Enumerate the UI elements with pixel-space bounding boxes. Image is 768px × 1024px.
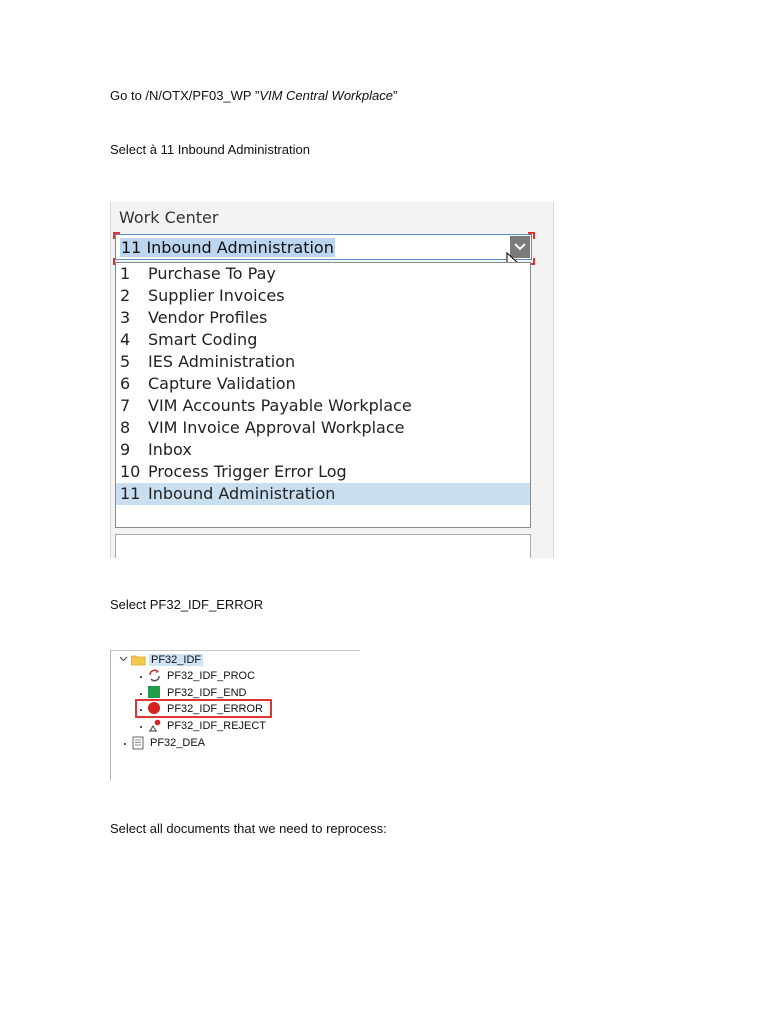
item-label: IES Administration <box>148 352 296 371</box>
work-center-screenshot <box>110 202 554 558</box>
item-label: Capture Validation <box>148 374 296 393</box>
instruction-step1 <box>110 88 397 103</box>
tree-node-proc[interactable] <box>167 669 255 683</box>
list-item[interactable] <box>116 461 530 483</box>
item-label: Inbound Administration <box>148 484 336 503</box>
tree-node-reject[interactable] <box>167 719 266 733</box>
step1-italic: VIM Central Workplace <box>259 88 393 103</box>
screenshot-edge-left <box>110 202 111 558</box>
item-number: 6 <box>120 374 131 393</box>
work-center-combobox[interactable] <box>115 234 532 260</box>
item-label: Process Trigger Error Log <box>148 462 347 481</box>
focus-marker <box>113 232 120 239</box>
tree-bullet <box>140 726 142 728</box>
item-number: 1 <box>120 264 131 283</box>
tree-node-end[interactable] <box>167 686 246 700</box>
tree-bullet <box>140 676 142 678</box>
work-center-dropdown-list <box>115 262 531 528</box>
step1-suffix: ” <box>392 88 398 103</box>
process-cycle-icon <box>148 669 161 682</box>
work-center-lower-field <box>115 534 531 558</box>
tree-bullet <box>140 693 142 695</box>
list-item[interactable] <box>116 285 530 307</box>
item-number: 2 <box>120 286 131 305</box>
tree-bullet <box>124 743 126 745</box>
item-number: 11 <box>120 484 141 503</box>
list-item[interactable] <box>116 373 530 395</box>
screenshot-edge-left <box>110 650 111 781</box>
list-item[interactable] <box>116 439 530 461</box>
list-item[interactable] <box>116 417 530 439</box>
item-label: Smart Coding <box>148 330 258 349</box>
item-label: Vendor Profiles <box>148 308 268 327</box>
instruction-step4: Select all documents that we need to reprocess: <box>110 821 387 836</box>
item-number: 9 <box>120 440 131 459</box>
item-number: 3 <box>120 308 131 327</box>
item-number: 10 <box>120 462 141 481</box>
document-icon <box>132 736 144 750</box>
list-item[interactable] <box>116 307 530 329</box>
list-item[interactable] <box>116 263 530 285</box>
item-label: VIM Invoice Approval Workplace <box>148 418 405 437</box>
tree-node-root[interactable] <box>149 653 203 667</box>
list-item[interactable] <box>116 351 530 373</box>
tree-node-label: PF32_IDF_END <box>167 687 247 699</box>
list-item[interactable] <box>116 395 530 417</box>
green-square-icon <box>148 686 160 698</box>
tree-node-label: PF32_IDF <box>151 654 202 666</box>
reject-person-icon <box>148 719 162 732</box>
error-node-highlight <box>135 699 272 718</box>
tree-screenshot <box>110 650 360 781</box>
item-label: VIM Accounts Payable Workplace <box>148 396 412 415</box>
instruction-step2: Select à 11 Inbound Administration <box>110 142 310 157</box>
item-number: 5 <box>120 352 131 371</box>
screenshot-edge-top <box>110 650 360 651</box>
instruction-step3: Select PF32_IDF_ERROR <box>110 597 264 612</box>
tree-node-label: PF32_IDF_REJECT <box>167 720 267 732</box>
work-center-selected-value: 11 Inbound Administration <box>121 238 334 257</box>
list-item-selected[interactable] <box>116 483 530 505</box>
work-center-label: Work Center <box>119 208 219 227</box>
item-label: Inbox <box>148 440 192 459</box>
list-item[interactable] <box>116 329 530 351</box>
step1-prefix: Go to /N/OTX/PF03_WP ” <box>110 88 260 103</box>
item-number: 7 <box>120 396 131 415</box>
item-label: Purchase To Pay <box>148 264 276 283</box>
tree-node-dea[interactable] <box>150 736 205 750</box>
item-label: Supplier Invoices <box>148 286 285 305</box>
chevron-down-icon[interactable] <box>119 656 128 662</box>
item-number: 8 <box>120 418 131 437</box>
tree-node-label: PF32_DEA <box>150 737 206 749</box>
tree-node-label: PF32_IDF_ERROR <box>167 703 263 715</box>
tree-node-label: PF32_IDF_PROC <box>167 670 256 682</box>
focus-marker <box>528 232 535 239</box>
screenshot-edge-right <box>553 202 554 558</box>
folder-icon <box>131 654 146 666</box>
item-number: 4 <box>120 330 131 349</box>
